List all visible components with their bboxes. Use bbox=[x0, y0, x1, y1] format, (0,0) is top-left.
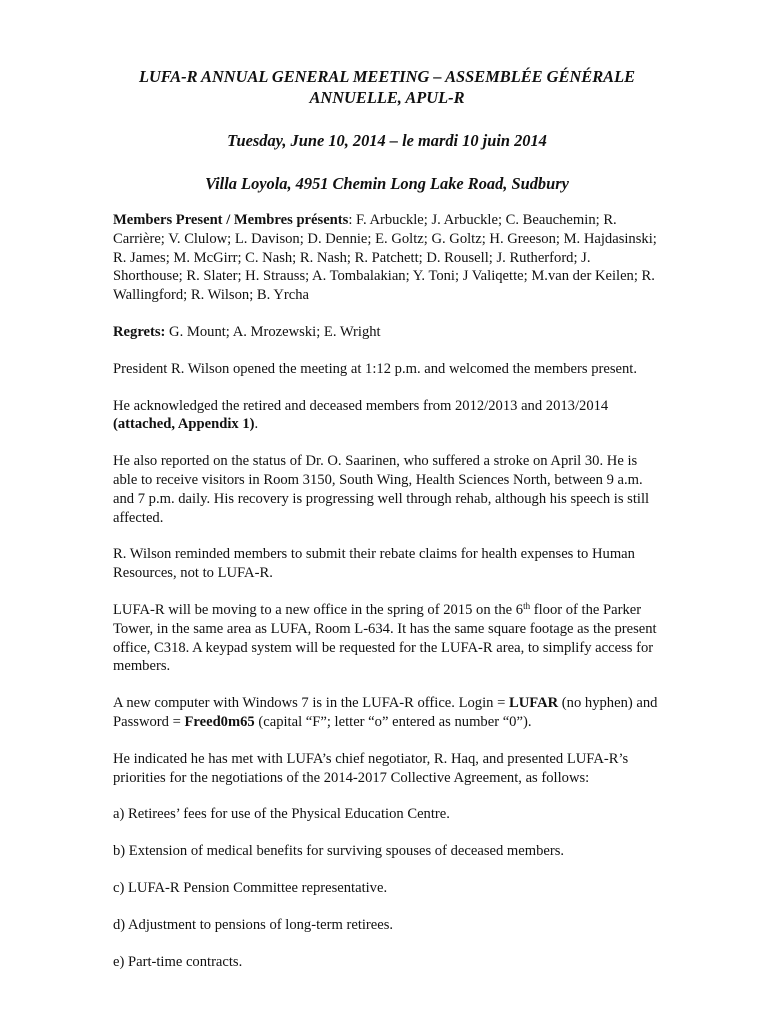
meeting-date: Tuesday, June 10, 2014 – le mardi 10 juin 2014 bbox=[227, 131, 547, 150]
computer-text-c: (capital “F”; letter “o” entered as number “0”). bbox=[254, 713, 532, 730]
office-text-b: floor of the Parker Tower, in the same area as LUFA, Room L-634. It has the same square footage as the present office, C318. A keypad system will be requested for the LUFA-R area, to simplify access for members. bbox=[113, 601, 657, 675]
members-present-paragraph bbox=[113, 211, 661, 305]
regrets-list: G. Mount; A. Mrozewski; E. Wright bbox=[165, 323, 381, 340]
acknowledgement-paragraph bbox=[113, 397, 661, 435]
appendix-reference: (attached, Appendix 1) bbox=[113, 416, 255, 433]
opening-paragraph: President R. Wilson opened the meeting at 1:12 p.m. and welcomed the members present. bbox=[113, 360, 637, 377]
members-present-list: : F. Arbuckle; J. Arbuckle; C. Beauchemin; R. Carrière; V. Clulow; L. Davison; D. Dennie; E. Goltz; G. Goltz; H. Greeson; M. Hajdasinski; R. James; M. McGirr; C. Nash; R. Nash; R. Patchett; D. Rousell; J. Rutherford; J. Shorthouse; R. Slater; H. Strauss; A. Tombalakian; Y. Toni; J Valiqette; M.van der Keilen; R. Wallingford; R. Wilson; B. Yrcha bbox=[113, 212, 657, 304]
meeting-location: Villa Loyola, 4951 Chemin Long Lake Road, Sudbury bbox=[205, 174, 569, 193]
priority-item: e) Part-time contracts. bbox=[113, 953, 243, 970]
password-value: Freed0m65 bbox=[184, 713, 255, 730]
regrets-label: Regrets: bbox=[113, 323, 166, 340]
priority-item: b) Extension of medical benefits for surviving spouses of deceased members. bbox=[113, 843, 565, 860]
computer-text-a: A new computer with Windows 7 is in the LUFA-R office. Login = bbox=[113, 695, 509, 712]
office-text-a: LUFA-R will be moving to a new office in the spring of 2015 on the 6 bbox=[113, 601, 524, 618]
title-line-2: ANNUELLE, APUL-R bbox=[309, 88, 465, 107]
acknowledgement-text: He acknowledged the retired and deceased members from 2012/2013 and 2013/2014 bbox=[113, 397, 609, 414]
priority-item: a) Retirees’ fees for use of the Physical Education Centre. bbox=[113, 806, 450, 823]
members-present-label: Members Present / Membres présents bbox=[113, 212, 349, 228]
title-line-1: LUFA-R ANNUAL GENERAL MEETING – ASSEMBLÉE GÉNÉRALE bbox=[138, 67, 636, 86]
regrets-paragraph bbox=[113, 323, 661, 342]
computer-paragraph bbox=[113, 694, 661, 732]
office-paragraph bbox=[113, 601, 661, 676]
office-superscript: th bbox=[523, 600, 531, 611]
status-paragraph: He also reported on the status of Dr. O. Saarinen, who suffered a stroke on April 30. He is able to receive visitors in Room 3150, South Wing, Health Sciences North, between 9 a.m. and 7 p.m. daily. His recovery is progressing well through rehab, although his speech is still affected. bbox=[113, 453, 650, 526]
priority-item: d) Adjustment to pensions of long-term retirees. bbox=[113, 916, 394, 933]
rebate-paragraph: R. Wilson reminded members to submit their rebate claims for health expenses to Human Resources, not to LUFA-R. bbox=[113, 546, 635, 582]
priority-item: c) LUFA-R Pension Committee representative. bbox=[113, 879, 388, 896]
acknowledgement-end: . bbox=[254, 416, 259, 433]
document-title bbox=[113, 66, 661, 108]
computer-text-b: (no hyphen) and Password = bbox=[113, 695, 658, 730]
negotiator-paragraph: He indicated he has met with LUFA’s chief negotiator, R. Haq, and presented LUFA-R’s priorities for the negotiations of the 2014-2017 Collective Agreement, as follows: bbox=[113, 750, 629, 786]
document-page bbox=[113, 66, 661, 971]
login-value: LUFAR bbox=[508, 695, 559, 712]
